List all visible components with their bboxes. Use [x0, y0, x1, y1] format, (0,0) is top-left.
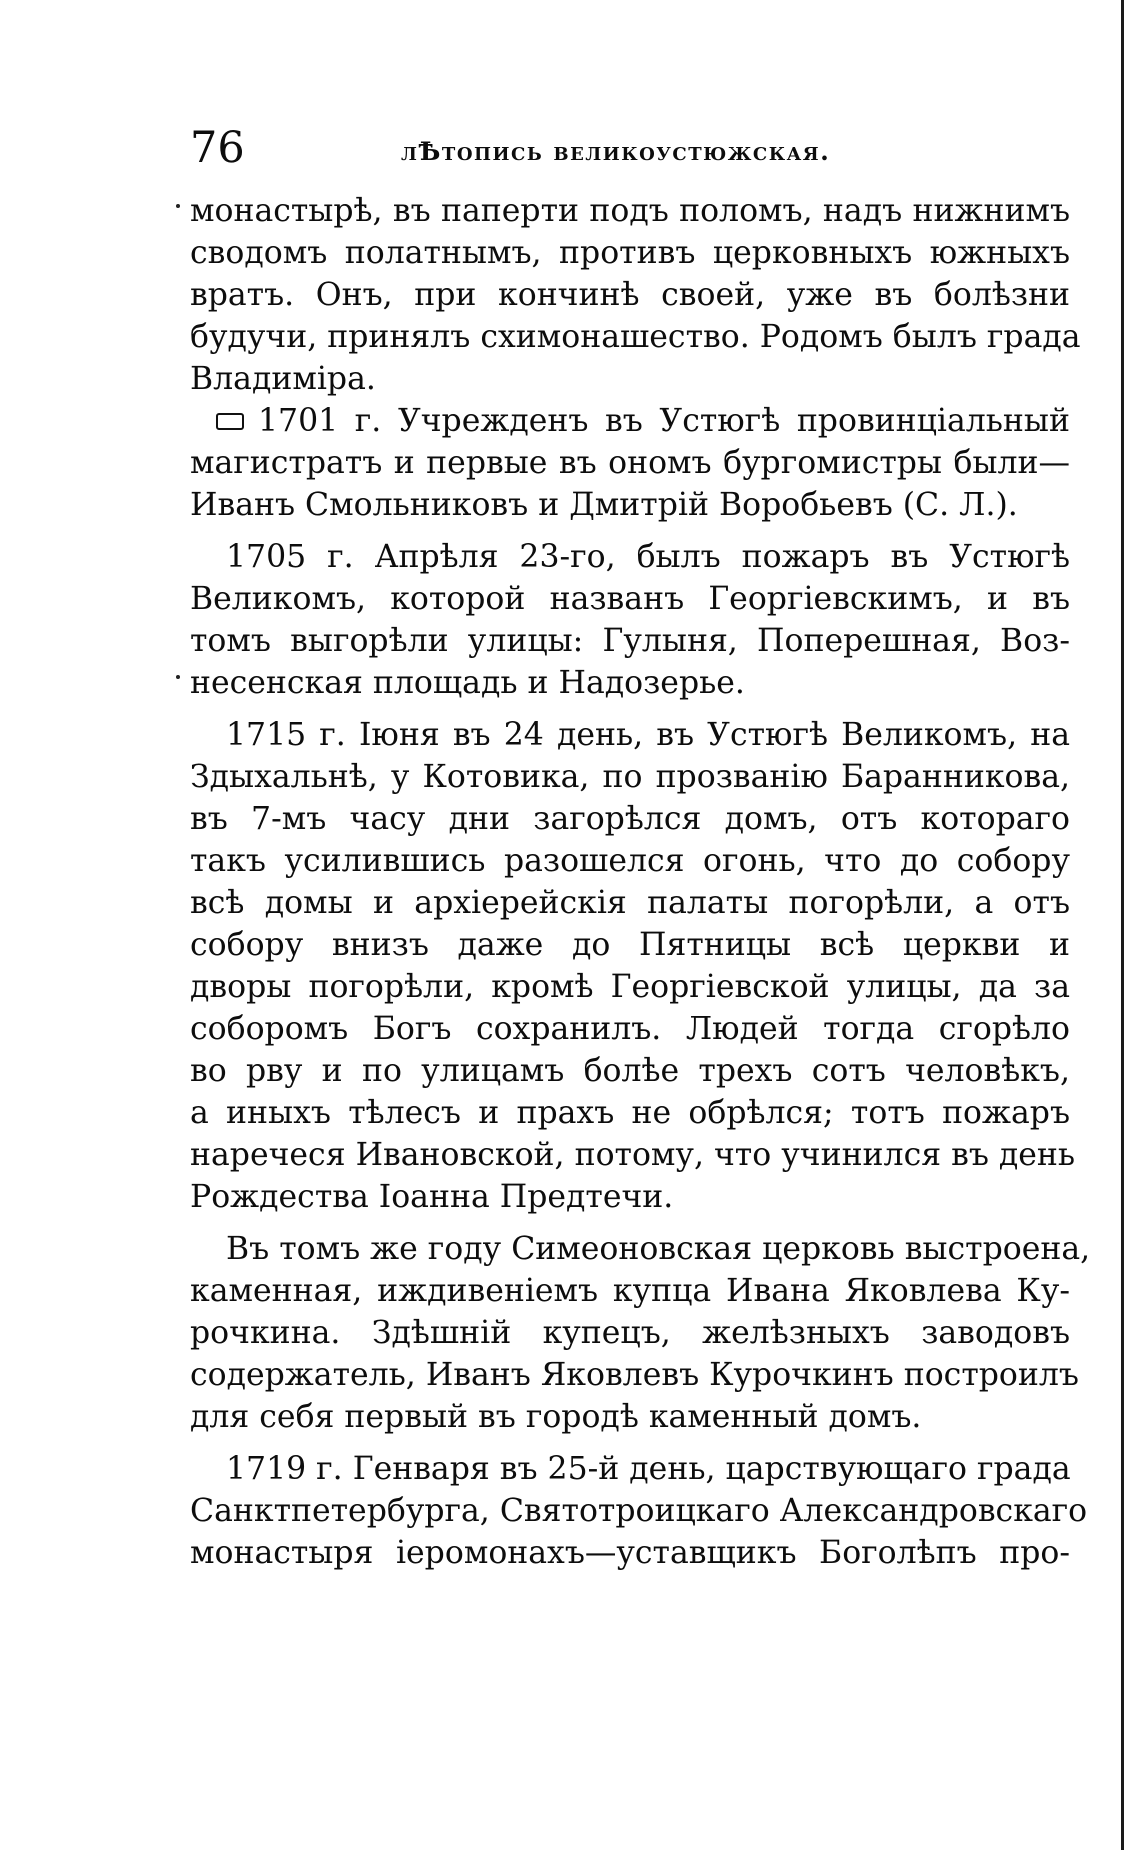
text-line: соборомъ Богъ сохранилъ. Людей тогда сгорѣло — [190, 1011, 1070, 1047]
text-line: рочкина. Здѣшній купецъ, желѣзныхъ заводовъ — [190, 1315, 1070, 1351]
text-line: Рождества Іоанна Предтечи. — [190, 1179, 674, 1215]
text-line: во рву и по улицамъ болѣе трехъ сотъ человѣкъ, — [190, 1053, 1070, 1089]
text-line: въ 7-мъ часу дни загорѣлся домъ, отъ котораго — [190, 801, 1070, 837]
paragraph — [190, 536, 1070, 704]
text-line: Иванъ Смольниковъ и Дмитрій Воробьевъ (С. Л.). — [190, 487, 1018, 523]
text-line: магистратъ и первые въ ономъ бургомистры были— — [190, 445, 1070, 481]
paragraph — [190, 400, 1070, 526]
text-line: наречеся Ивановской, потому, что учинился въ день — [190, 1137, 1076, 1173]
text-line: содержатель, Иванъ Яковлевъ Курочкинъ построилъ — [190, 1357, 1079, 1393]
text-line — [190, 400, 1070, 442]
page-number: 76 — [190, 123, 245, 173]
text-line: 1705 г. Апрѣля 23-го, былъ пожаръ въ Устюгѣ — [226, 539, 1070, 575]
text-line: каменная, иждивеніемъ купца Ивана Яковлева Ку- — [190, 1273, 1070, 1309]
box-marker-icon — [216, 413, 244, 430]
text-line: для себя первый въ городѣ каменный домъ. — [190, 1399, 922, 1435]
body-text — [190, 190, 1091, 1574]
paragraph — [190, 190, 1081, 400]
paragraph — [190, 1448, 1088, 1574]
text-line-content: 1701 г. Учрежденъ въ Устюгѣ провинціальный — [258, 403, 1070, 439]
text-line: Въ томъ же году Симеоновская церковь выстроена, — [226, 1231, 1091, 1267]
text-line: Здыхальнѣ, у Котовика, по прозванію Баранникова, — [190, 759, 1070, 795]
text-line: монастырѣ, въ паперти подъ поломъ, надъ нижнимъ — [190, 193, 1070, 229]
text-line: вратъ. Онъ, при кончинѣ своей, уже въ болѣзни — [190, 277, 1070, 313]
text-line: несенская площадь и Надозерье. — [190, 665, 745, 701]
text-line: всѣ домы и архіерейскія палаты погорѣли, а отъ — [190, 885, 1070, 921]
text-line: дворы погорѣли, кромѣ Георгіевской улицы, да за — [190, 969, 1070, 1005]
text-line: томъ выгорѣли улицы: Гулыня, Поперешная, Воз- — [190, 623, 1070, 659]
text-line: монастыря іеромонахъ—уставщикъ Боголѣпъ про- — [190, 1535, 1070, 1571]
text-line: собору внизъ даже до Пятницы всѣ церкви и — [190, 927, 1070, 963]
paragraph — [190, 714, 1076, 1218]
text-line: сводомъ полатнымъ, противъ церковныхъ южныхъ — [190, 235, 1070, 271]
text-line: Санктпетербурга, Святотроицкаго Александровскаго — [190, 1493, 1088, 1529]
text-line: Владиміра. — [190, 361, 376, 397]
text-line: Великомъ, которой названъ Георгіевскимъ, и въ — [190, 581, 1070, 617]
page-header — [186, 118, 1070, 178]
text-line: 1719 г. Генваря въ 25-й день, царствующаго града — [226, 1451, 1071, 1487]
scan-speck — [176, 204, 180, 208]
text-line: а иныхъ тѣлесъ и прахъ не обрѣлся; тотъ пожаръ — [190, 1095, 1070, 1131]
scan-edge-line — [1121, 0, 1124, 1850]
text-line: будучи, принялъ схимонашество. Родомъ былъ града — [190, 319, 1081, 355]
text-line: такъ усилившись разошелся огонь, что до собору — [190, 843, 1070, 879]
text-line: 1715 г. Іюня въ 24 день, въ Устюгѣ Великомъ, на — [226, 717, 1070, 753]
scan-speck — [176, 675, 180, 679]
paragraph — [190, 1228, 1091, 1438]
running-title: лѢтопись великоустюжская. — [401, 137, 831, 166]
